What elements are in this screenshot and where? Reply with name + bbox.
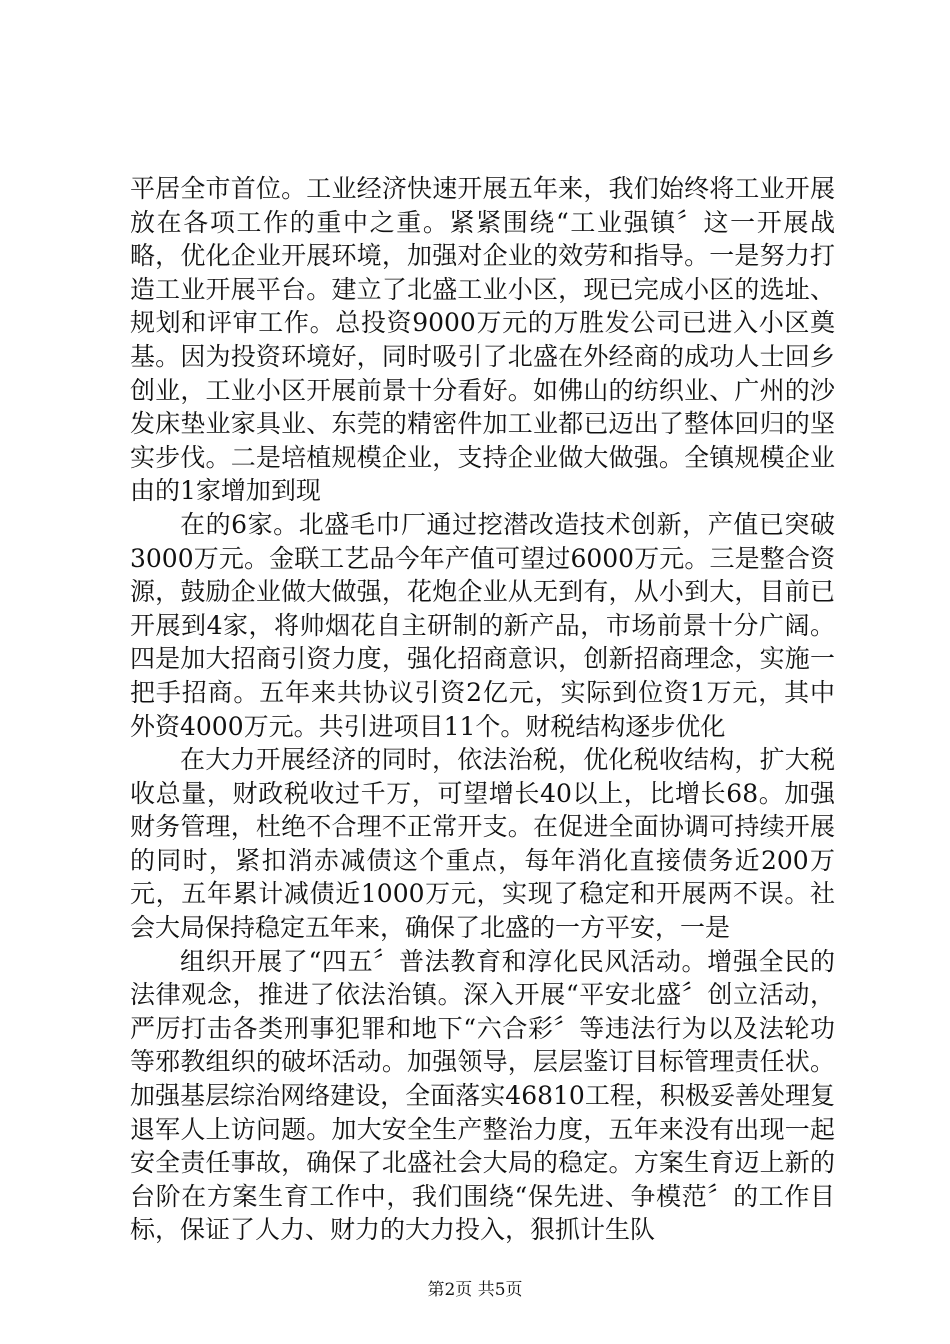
paragraph-2: 在的6家。北盛毛巾厂通过挖潜改造技术创新，产值已突破3000万元。金联工艺品今年产值可望过6000万元。三是整合资源，鼓励企业做大做强，花炮企业从无到有，从小到大，目前已开展到4家，将帅烟花自主研制的新产品，市场前景十分广阔。四是加大招商引资力度，强化招商意识，创新招商理念，实施一把手招商。五年来共协议引资2亿元，实际到位资1万元，其中外资4000万元。共引进项目11个。财税结构逐步优化 xyxy=(130,509,835,741)
paragraph-3: 在大力开展经济的同时，依法治税，优化税收结构，扩大税收总量，财政税收过千万，可望增长40以上，比增长68。加强财务管理，杜绝不合理不正常开支。在促进全面协调可持续开展的同时，紧扣消赤减债这个重点，每年消化直接债务近200万元，五年累计减债近1000万元，实现了稳定和开展两不误。社会大局保持稳定五年来，确保了北盛的一方平安，一是 xyxy=(130,745,835,943)
document-body xyxy=(130,172,835,1247)
paragraph-4: 组织开展了“四五〞普法教育和淳化民风活动。增强全民的法律观念，推进了依法治镇。深入开展“平安北盛〞创立活动，严厉打击各类刑事犯罪和地下“六合彩〞等违法行为以及法轮功等邪教组织的破坏活动。加强领导，层层鉴订目标管理责任状。加强基层综治网络建设，全面落实46810工程，积极妥善处理复退军人上访问题。加大安全生产整治力度，五年来没有出现一起安全责任事故，确保了北盛社会大局的稳定。方案生育迈上新的台阶在方案生育工作中，我们围绕“保先进、争模范〞的工作目标，保证了人力、财力的大力投入，狠抓计生队 xyxy=(130,946,835,1245)
page-number-footer: 第2页 共5页 xyxy=(427,1280,523,1300)
paragraph-1: 平居全市首位。工业经济快速开展五年来，我们始终将工业开展放在各项工作的重中之重。紧紧围绕“工业强镇〞这一开展战略，优化企业开展环境，加强对企业的效劳和指导。一是努力打造工业开展平台。建立了北盛工业小区，现已完成小区的选址、规划和评审工作。总投资9000万元的万胜发公司已进入小区奠基。因为投资环境好，同时吸引了北盛在外经商的成功人士回乡创业，工业小区开展前景十分看好。如佛山的纺织业、广州的沙发床垫业家具业、东莞的精密件加工业都已迈出了整体回归的坚实步伐。二是培植规模企业，支持企业做大做强。全镇规模企业由的1家增加到现 xyxy=(130,174,835,506)
